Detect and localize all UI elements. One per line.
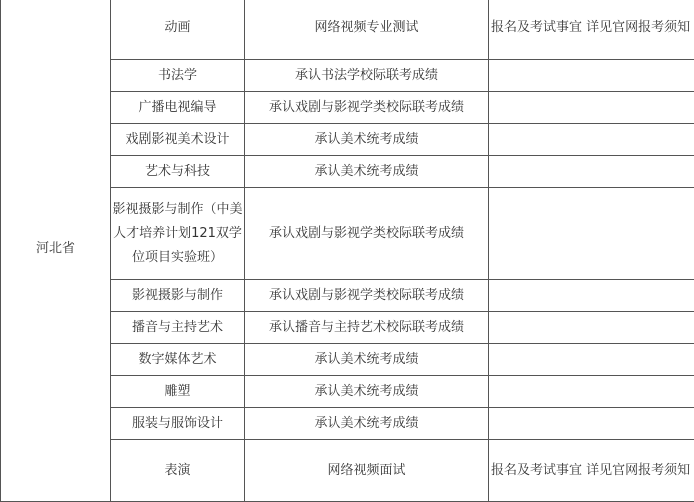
major-cell: 戏剧影视美术设计: [111, 124, 245, 156]
method-cell: 承认美术统考成绩: [245, 376, 489, 408]
note-cell: [489, 188, 694, 280]
note-cell: 报名及考试事宜 详见官网报考须知: [489, 440, 694, 502]
note-cell: [489, 280, 694, 312]
method-cell: 承认书法学校际联考成绩: [245, 60, 489, 92]
note-cell: [489, 312, 694, 344]
major-cell: 播音与主持艺术: [111, 312, 245, 344]
method-cell: 网络视频专业测试: [245, 0, 489, 60]
method-cell: 承认美术统考成绩: [245, 156, 489, 188]
method-cell: 承认美术统考成绩: [245, 124, 489, 156]
method-cell: 承认戏剧与影视学类校际联考成绩: [245, 188, 489, 280]
method-cell: 承认美术统考成绩: [245, 408, 489, 440]
method-cell: 承认戏剧与影视学类校际联考成绩: [245, 92, 489, 124]
major-cell: 影视摄影与制作（中美人才培养计划121双学位项目实验班）: [111, 188, 245, 280]
method-cell: 网络视频面试: [245, 440, 489, 502]
major-cell: 书法学: [111, 60, 245, 92]
major-cell: 广播电视编导: [111, 92, 245, 124]
admission-table-body: [1, 0, 694, 502]
note-cell: 报名及考试事宜 详见官网报考须知: [489, 0, 694, 60]
method-cell: 承认戏剧与影视学类校际联考成绩: [245, 280, 489, 312]
note-cell: [489, 376, 694, 408]
major-cell: 数字媒体艺术: [111, 344, 245, 376]
major-cell: 艺术与科技: [111, 156, 245, 188]
note-cell: [489, 124, 694, 156]
note-cell: [489, 60, 694, 92]
major-cell: 服装与服饰设计: [111, 408, 245, 440]
method-cell: 承认播音与主持艺术校际联考成绩: [245, 312, 489, 344]
note-cell: [489, 92, 694, 124]
major-cell: 雕塑: [111, 376, 245, 408]
major-cell: 动画: [111, 0, 245, 60]
table-row: [1, 0, 694, 60]
note-cell: [489, 156, 694, 188]
note-cell: [489, 344, 694, 376]
note-cell: [489, 408, 694, 440]
major-cell: 影视摄影与制作: [111, 280, 245, 312]
province-cell: 河北省: [1, 0, 111, 502]
method-cell: 承认美术统考成绩: [245, 344, 489, 376]
major-cell: 表演: [111, 440, 245, 502]
